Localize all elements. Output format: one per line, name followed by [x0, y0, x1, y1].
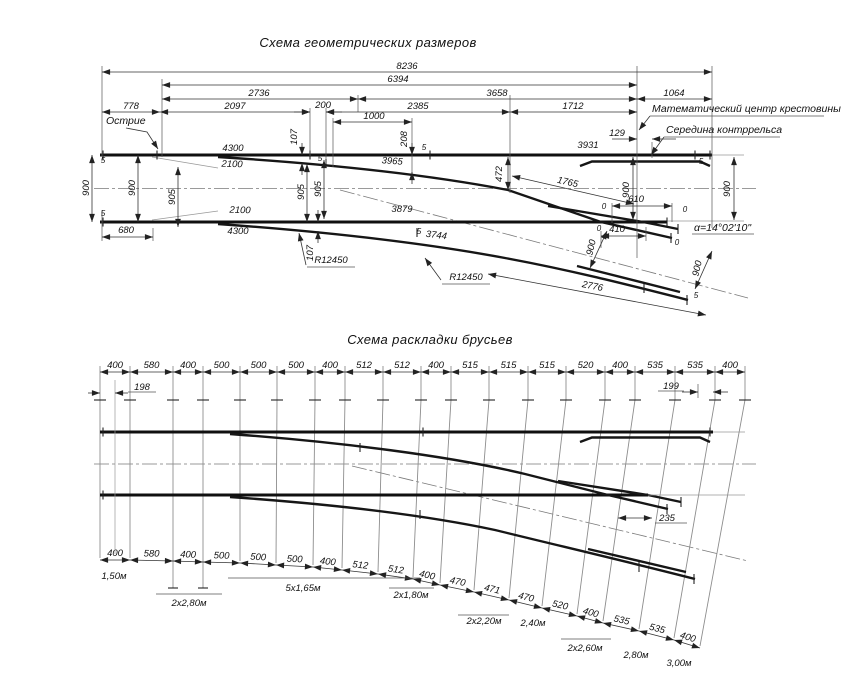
rail-len-4300-top: 4300 — [222, 143, 244, 154]
dim-text: 470 — [517, 590, 536, 605]
rail-len-4300-bottom: 4300 — [227, 226, 249, 237]
wing-rail-2 — [588, 549, 686, 572]
sleeper-line — [276, 366, 277, 563]
dim-900-right: 900 — [722, 181, 733, 197]
dim-text: 500 — [250, 360, 267, 371]
group-label: 2x2,20м — [466, 616, 502, 627]
dim-905-left: 905 — [167, 189, 178, 205]
dim-text: 400 — [678, 630, 697, 646]
bottom-title: Схема раскладки брусьев — [347, 332, 513, 347]
group-label: 2x1,80м — [393, 590, 429, 601]
dim-text: 400 — [581, 605, 600, 621]
dim-905-mid2: 905 — [313, 181, 324, 197]
dim-199: 199 — [663, 381, 679, 392]
dim-610: 610 — [628, 194, 644, 205]
dim-text: 535 — [687, 360, 703, 371]
gap-mark: 5 — [421, 143, 427, 152]
dim-text: 535 — [648, 621, 667, 637]
dim-text: 512 — [387, 563, 405, 577]
label-math-center: Математический центр крестовины — [652, 103, 841, 115]
rail-len-3879: 3879 — [391, 204, 413, 215]
sleeper-line — [700, 366, 745, 646]
label-switch-point: Острие — [106, 115, 146, 127]
sleeper-line — [509, 366, 528, 598]
dim-410: 410 — [609, 224, 625, 235]
dim-900-frog1: 900 — [584, 238, 599, 257]
label-radius-2: R12450 — [449, 272, 483, 283]
sleeper-line — [378, 366, 383, 572]
zero-mark: 0 — [596, 224, 602, 233]
diverging-rail-lower-2 — [230, 497, 695, 579]
group-label: 1,50м — [101, 571, 127, 582]
dim-total: 8236 — [396, 61, 418, 72]
dim-900-frog2: 900 — [690, 259, 705, 278]
dim-235: 235 — [659, 513, 675, 524]
dim-text: 500 — [249, 551, 267, 564]
sleeper-layout-scheme — [88, 332, 756, 669]
dim-text: 535 — [647, 360, 663, 371]
gap-mark: 5 — [416, 227, 422, 236]
dim-text: 520 — [551, 598, 570, 613]
diverging-rail-lower — [218, 224, 688, 300]
center-lines-2 — [94, 464, 756, 561]
sleeper-line — [313, 366, 315, 565]
sleeper-line — [413, 366, 421, 577]
dim-680: 680 — [118, 225, 134, 236]
dim-1000: 1000 — [363, 111, 385, 122]
dim-text: 520 — [577, 360, 594, 371]
dim-198: 198 — [134, 382, 150, 393]
dim-text: 470 — [448, 575, 467, 590]
dim-2385: 2385 — [407, 101, 429, 112]
edge-dims — [88, 380, 728, 554]
dim-text: 515 — [539, 360, 555, 371]
dim-text: 400 — [179, 549, 197, 561]
dim-text: 580 — [143, 360, 160, 371]
dim-905-mid1: 905 — [296, 184, 307, 200]
dim-text: 400 — [319, 555, 337, 569]
dim-472: 472 — [494, 166, 505, 182]
dim-text: 400 — [428, 360, 444, 371]
dim-segment — [240, 563, 276, 565]
dim-text: 400 — [107, 548, 123, 559]
group-label: 2x2,80м — [171, 598, 207, 609]
dim-text: 500 — [286, 553, 303, 566]
dim-1765: 1765 — [556, 174, 580, 191]
diverging-rail-upper-2 — [230, 434, 668, 509]
dim-200: 200 — [315, 100, 331, 111]
rail-len-3931: 3931 — [577, 140, 599, 151]
dim-900-center: 900 — [621, 182, 632, 198]
gap-mark: 5 — [693, 291, 699, 300]
dim-text: 515 — [462, 360, 478, 371]
rails — [100, 155, 744, 300]
group-label: 3,00м — [666, 658, 692, 669]
dim-tail: 1064 — [663, 88, 685, 99]
rail-len-2100-top: 2100 — [221, 158, 243, 171]
dim-107-top: 107 — [289, 129, 300, 145]
rail-len-2100-bottom: 2100 — [229, 204, 251, 217]
center-lines — [94, 189, 756, 299]
gap-mark: 5 — [100, 209, 106, 218]
dim-text: 515 — [500, 360, 517, 371]
group-label: 2,40м — [520, 618, 546, 629]
dim-900-left2: 900 — [127, 180, 138, 196]
dim-129: 129 — [609, 128, 625, 139]
geometry-scheme — [81, 35, 841, 315]
dim-text: 500 — [288, 360, 304, 371]
dim-107-bottom: 107 — [305, 245, 316, 261]
gap-mark: 5 — [100, 156, 106, 165]
dim-text: 580 — [143, 548, 160, 560]
dim-segment — [203, 562, 240, 563]
dim-to-center: 6394 — [387, 74, 409, 85]
dim-text: 400 — [322, 360, 338, 371]
curve-len-3744: 3744 — [425, 228, 448, 243]
dim-text: 471 — [483, 582, 502, 597]
dim-778: 778 — [123, 101, 139, 112]
zero-mark: 0 — [601, 202, 607, 211]
dim-1712: 1712 — [562, 101, 584, 112]
dim-208: 208 — [399, 131, 410, 147]
sleeper-line — [342, 366, 345, 568]
curve-len-3965: 3965 — [381, 155, 404, 168]
dim-block-left: 2736 — [248, 88, 270, 99]
gap-mark: 5 — [317, 154, 323, 163]
group-label: 2,80м — [623, 650, 649, 661]
label-guard-middle: Середина контррельса — [666, 124, 783, 136]
dim-text: 400 — [180, 360, 196, 371]
dim-segment — [130, 560, 173, 561]
dim-text: 500 — [213, 360, 230, 371]
label-radius-1: R12450 — [314, 255, 348, 266]
label-frog-angle: α=14°02'10" — [694, 222, 752, 234]
gap-mark: 5 — [698, 157, 704, 166]
rails-2 — [100, 432, 745, 579]
dim-text: 535 — [612, 613, 631, 628]
dim-block-right: 3658 — [486, 88, 508, 99]
top-title: Схема геометрических размеров — [259, 35, 477, 50]
dim-segment — [173, 561, 203, 562]
sleeper-line — [440, 366, 451, 583]
dim-2097: 2097 — [224, 101, 246, 112]
dim-text: 512 — [394, 360, 410, 371]
dim-text: 400 — [418, 568, 436, 583]
dim-text: 400 — [612, 360, 628, 371]
zero-mark: 0 — [674, 238, 680, 247]
dim-text: 400 — [722, 360, 738, 371]
sleeper-line — [542, 366, 566, 606]
dim-text: 400 — [107, 360, 123, 371]
dim-2776: 2776 — [581, 279, 604, 294]
group-label: 2x2,60м — [567, 643, 603, 654]
sleeper-spacing-top — [100, 360, 745, 372]
dim-text: 500 — [213, 550, 230, 562]
group-label: 5x1,65м — [285, 583, 321, 594]
zero-mark: 0 — [682, 205, 688, 214]
dim-segment — [276, 565, 313, 567]
dimension-texts — [81, 61, 733, 300]
dim-text: 512 — [356, 360, 372, 371]
guard-rail — [580, 162, 710, 167]
dim-text: 512 — [351, 559, 369, 572]
dim-900-left1: 900 — [81, 180, 92, 196]
